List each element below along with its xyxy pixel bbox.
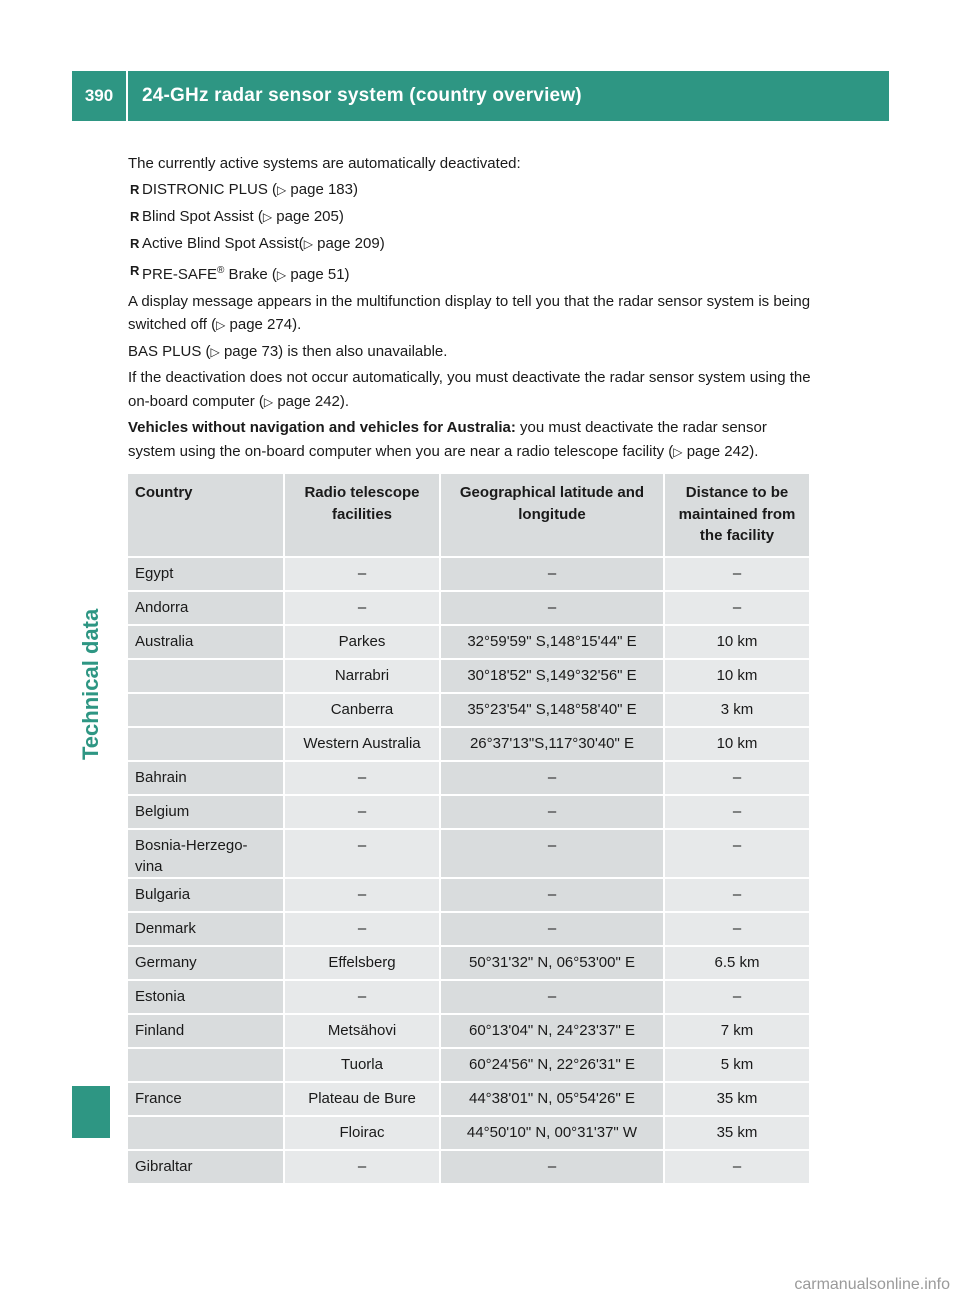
- page-reference[interactable]: page 274).: [229, 316, 302, 333]
- table-row: [128, 1150, 810, 1184]
- column-header-coordinates: Geographical latitude and longitude: [440, 474, 664, 557]
- cell-facility: Tuorla: [284, 1048, 440, 1082]
- cell-facility: Parkes: [284, 625, 440, 659]
- page-ref-arrow-icon: ▷: [673, 444, 683, 459]
- cell-country: Bulgaria: [128, 878, 284, 912]
- cell-country: Estonia: [128, 980, 284, 1014]
- page-reference[interactable]: page 242).: [277, 392, 350, 410]
- cell-coords: –: [440, 557, 664, 591]
- cell-distance: –: [664, 591, 810, 625]
- cell-coords: 26°37'13"S,117°30'40" E: [440, 727, 664, 761]
- list-item: R PRE-SAFE® Brake (▷ page 51): [128, 259, 818, 288]
- australia-paragraph: Vehicles without navigation and vehicles for Australia: you must deactivate the radar sensor system using the on-board computer when you are near a radio telescope facility (▷ page 242).: [128, 419, 767, 460]
- cell-facility: Western Australia: [284, 727, 440, 761]
- cell-country: Egypt: [128, 557, 284, 591]
- table-row: [128, 878, 810, 912]
- cell-coords: –: [440, 980, 664, 1014]
- cell-country: Gibraltar: [128, 1150, 284, 1184]
- table-row: [128, 557, 810, 591]
- manual-deactivation-paragraph: If the deactivation does not occur automatically, you must deactivate the radar sensor system using the on-board computer (▷ page 242).: [128, 369, 811, 410]
- cell-coords: 35°23'54" S,148°58'40" E: [440, 693, 664, 727]
- page-ref-arrow-icon: ▷: [277, 182, 287, 197]
- cell-facility: –: [284, 591, 440, 625]
- cell-distance: 10 km: [664, 625, 810, 659]
- display-message-paragraph: A display message appears in the multifunction display to tell you that the radar sensor system is being switched off (▷ page 274).: [128, 292, 811, 333]
- table-row: [128, 727, 810, 761]
- cell-distance: –: [664, 557, 810, 591]
- table-row: [128, 1082, 810, 1116]
- table-row: [128, 829, 810, 878]
- cell-coords: 50°31'32" N, 06°53'00" E: [440, 946, 664, 980]
- page-reference[interactable]: page 205): [276, 207, 344, 225]
- list-item: R Blind Spot Assist (▷ page 205): [128, 205, 818, 230]
- page-reference[interactable]: page 183): [290, 180, 358, 198]
- cell-country: Finland: [128, 1014, 284, 1048]
- cell-country: Andorra: [128, 591, 284, 625]
- page-ref-arrow-icon: ▷: [276, 267, 287, 282]
- cell-distance: 10 km: [664, 659, 810, 693]
- cell-country: France: [128, 1082, 284, 1116]
- table-row: [128, 659, 810, 693]
- cell-country: Denmark: [128, 912, 284, 946]
- page-reference[interactable]: page 73): [223, 342, 284, 360]
- cell-distance: 35 km: [664, 1082, 810, 1116]
- cell-coords: –: [440, 1150, 664, 1184]
- cell-distance: –: [664, 912, 810, 946]
- cell-coords: 60°13'04" N, 24°23'37" E: [440, 1014, 664, 1048]
- table-row: [128, 761, 810, 795]
- cell-facility: –: [284, 557, 440, 591]
- page-reference[interactable]: page 209): [317, 234, 385, 252]
- column-header-country: Country: [128, 474, 284, 557]
- cell-coords: 44°38'01" N, 05°54'26" E: [440, 1082, 664, 1116]
- page-ref-arrow-icon: ▷: [262, 209, 273, 224]
- cell-coords: 32°59'59" S,148°15'44" E: [440, 625, 664, 659]
- table-row: [128, 1116, 810, 1150]
- cell-country: Belgium: [128, 795, 284, 829]
- page-number: 390: [84, 86, 114, 105]
- table-row: [128, 1048, 810, 1082]
- table-row: [128, 980, 810, 1014]
- cell-facility: Floirac: [284, 1116, 440, 1150]
- side-section-label: Technical data: [78, 608, 103, 760]
- page-ref-arrow-icon: ▷: [303, 236, 313, 251]
- header-divider: [126, 71, 128, 121]
- cell-distance: 7 km: [664, 1014, 810, 1048]
- cell-distance: –: [664, 761, 810, 795]
- cell-distance: 35 km: [664, 1116, 810, 1150]
- cell-facility: –: [284, 912, 440, 946]
- page-title: 24-GHz radar sensor system (country overview): [142, 85, 582, 106]
- cell-coords: –: [440, 912, 664, 946]
- registered-mark: ®: [217, 264, 225, 276]
- table-row: [128, 912, 810, 946]
- cell-facility: –: [284, 980, 440, 1014]
- page-ref-arrow-icon: ▷: [263, 394, 274, 409]
- list-item: R Active Blind Spot Assist(▷ page 209): [128, 232, 818, 257]
- cell-coords: –: [440, 829, 664, 878]
- page-reference[interactable]: page 242).: [686, 442, 759, 460]
- table-body: [128, 557, 810, 1184]
- cell-country: Bosnia-Herzego- vina: [128, 829, 284, 878]
- cell-facility: Effelsberg: [284, 946, 440, 980]
- cell-coords: 60°24'56" N, 22°26'31" E: [440, 1048, 664, 1082]
- deactivated-systems-list: [128, 178, 818, 288]
- cell-coords: 44°50'10" N, 00°31'37" W: [440, 1116, 664, 1150]
- page-reference[interactable]: page 51): [290, 265, 350, 283]
- cell-facility: –: [284, 761, 440, 795]
- cell-facility: Canberra: [284, 693, 440, 727]
- cell-distance: 6.5 km: [664, 946, 810, 980]
- cell-distance: –: [664, 980, 810, 1014]
- cell-country: Germany: [128, 946, 284, 980]
- cell-coords: –: [440, 878, 664, 912]
- column-header-facilities: Radio telescope facilities: [284, 474, 440, 557]
- cell-country: [128, 1116, 284, 1150]
- cell-coords: 30°18'52" S,149°32'56" E: [440, 659, 664, 693]
- cell-country: [128, 1048, 284, 1082]
- cell-country: [128, 727, 284, 761]
- cell-distance: 10 km: [664, 727, 810, 761]
- cell-country: Bahrain: [128, 761, 284, 795]
- table-row: [128, 591, 810, 625]
- cell-facility: –: [284, 878, 440, 912]
- cell-distance: –: [664, 1150, 810, 1184]
- cell-distance: 3 km: [664, 693, 810, 727]
- radio-telescope-table: [128, 474, 811, 1185]
- side-section-tab: [72, 560, 110, 760]
- table-row: [128, 795, 810, 829]
- cell-distance: –: [664, 878, 810, 912]
- cell-facility: –: [284, 795, 440, 829]
- cell-coords: –: [440, 795, 664, 829]
- watermark: carmanualsonline.info: [794, 1276, 950, 1293]
- page-ref-arrow-icon: ▷: [216, 318, 226, 332]
- intro-paragraph: The currently active systems are automatically deactivated:: [128, 155, 521, 172]
- column-header-distance: Distance to be maintained from the facility: [664, 474, 810, 557]
- cell-country: [128, 693, 284, 727]
- cell-facility: Plateau de Bure: [284, 1082, 440, 1116]
- cell-coords: –: [440, 761, 664, 795]
- cell-distance: –: [664, 829, 810, 878]
- table-row: [128, 693, 810, 727]
- bas-plus-paragraph: BAS PLUS (▷ page 73) is then also unavailable.: [128, 342, 448, 360]
- cell-facility: Narrabri: [284, 659, 440, 693]
- table-row: [128, 946, 810, 980]
- cell-country: Australia: [128, 625, 284, 659]
- table-row: [128, 1014, 810, 1048]
- cell-facility: Metsähovi: [284, 1014, 440, 1048]
- cell-distance: 5 km: [664, 1048, 810, 1082]
- cell-facility: –: [284, 829, 440, 878]
- cell-facility: –: [284, 1150, 440, 1184]
- page-ref-arrow-icon: ▷: [210, 344, 220, 359]
- cell-distance: –: [664, 795, 810, 829]
- cell-country: [128, 659, 284, 693]
- cell-coords: –: [440, 591, 664, 625]
- page-header: [72, 71, 889, 121]
- table-header-row: [128, 474, 810, 557]
- table-row: [128, 625, 810, 659]
- body-text: [128, 152, 818, 466]
- list-item: R DISTRONIC PLUS (▷ page 183): [128, 178, 818, 203]
- side-section-marker: [72, 1086, 110, 1138]
